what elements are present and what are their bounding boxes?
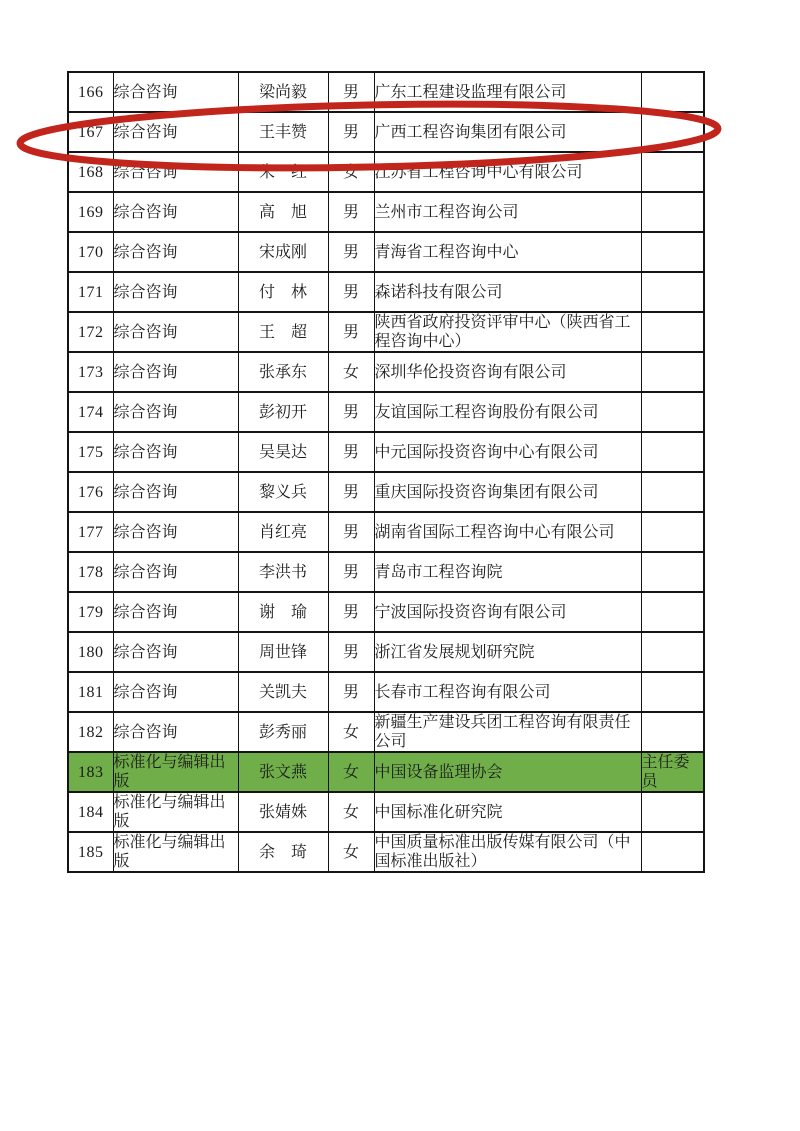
table-row <box>68 512 704 552</box>
row-number-cell: 175 <box>68 432 113 472</box>
role-cell <box>641 592 704 632</box>
name-cell: 黎义兵 <box>238 472 328 512</box>
name-cell: 付 林 <box>238 272 328 312</box>
organization-cell: 新疆生产建设兵团工程咨询有限责任公司 <box>374 712 641 752</box>
gender-cell: 女 <box>328 712 374 752</box>
row-number-cell: 183 <box>68 752 113 792</box>
category-cell: 综合咨询 <box>113 512 238 552</box>
name-cell: 吴昊达 <box>238 432 328 472</box>
table-row <box>68 152 704 192</box>
gender-cell: 男 <box>328 192 374 232</box>
name-cell: 张承东 <box>238 352 328 392</box>
row-number-cell: 177 <box>68 512 113 552</box>
gender-cell: 男 <box>328 392 374 432</box>
table-row <box>68 592 704 632</box>
row-number-cell: 168 <box>68 152 113 192</box>
role-cell <box>641 472 704 512</box>
name-cell: 朱 红 <box>238 152 328 192</box>
gender-cell: 女 <box>328 352 374 392</box>
row-number-cell: 178 <box>68 552 113 592</box>
name-cell: 彭初开 <box>238 392 328 432</box>
row-number-cell: 185 <box>68 832 113 872</box>
category-cell: 标准化与编辑出版 <box>113 792 238 832</box>
organization-cell: 友谊国际工程咨询股份有限公司 <box>374 392 641 432</box>
name-cell: 李洪书 <box>238 552 328 592</box>
category-cell: 综合咨询 <box>113 72 238 112</box>
name-cell: 关凯夫 <box>238 672 328 712</box>
gender-cell: 男 <box>328 312 374 352</box>
gender-cell: 男 <box>328 232 374 272</box>
gender-cell: 女 <box>328 752 374 792</box>
gender-cell: 男 <box>328 672 374 712</box>
role-cell <box>641 352 704 392</box>
row-number-cell: 167 <box>68 112 113 152</box>
row-number-cell: 169 <box>68 192 113 232</box>
role-cell: 主任委员 <box>641 752 704 792</box>
gender-cell: 男 <box>328 112 374 152</box>
organization-cell: 陕西省政府投资评审中心（陕西省工程咨询中心） <box>374 312 641 352</box>
role-cell <box>641 632 704 672</box>
role-cell <box>641 392 704 432</box>
name-cell: 肖红亮 <box>238 512 328 552</box>
table-row <box>68 672 704 712</box>
organization-cell: 中国标准化研究院 <box>374 792 641 832</box>
name-cell: 王丰赞 <box>238 112 328 152</box>
gender-cell: 男 <box>328 432 374 472</box>
row-number-cell: 181 <box>68 672 113 712</box>
role-cell <box>641 72 704 112</box>
table-body <box>68 72 704 872</box>
organization-cell: 森诺科技有限公司 <box>374 272 641 312</box>
table-row <box>68 272 704 312</box>
role-cell <box>641 832 704 872</box>
table-row <box>68 832 704 872</box>
organization-cell: 湖南省国际工程咨询中心有限公司 <box>374 512 641 552</box>
table-row <box>68 712 704 752</box>
expert-roster-table <box>67 71 705 873</box>
role-cell <box>641 672 704 712</box>
organization-cell: 中国设备监理协会 <box>374 752 641 792</box>
table-row <box>68 72 704 112</box>
role-cell <box>641 512 704 552</box>
category-cell: 综合咨询 <box>113 192 238 232</box>
role-cell <box>641 432 704 472</box>
gender-cell: 男 <box>328 72 374 112</box>
name-cell: 彭秀丽 <box>238 712 328 752</box>
organization-cell: 中元国际投资咨询中心有限公司 <box>374 432 641 472</box>
role-cell <box>641 192 704 232</box>
organization-cell: 江苏省工程咨询中心有限公司 <box>374 152 641 192</box>
category-cell: 综合咨询 <box>113 472 238 512</box>
name-cell: 宋成刚 <box>238 232 328 272</box>
gender-cell: 男 <box>328 632 374 672</box>
role-cell <box>641 272 704 312</box>
organization-cell: 青岛市工程咨询院 <box>374 552 641 592</box>
row-number-cell: 184 <box>68 792 113 832</box>
gender-cell: 男 <box>328 512 374 552</box>
category-cell: 综合咨询 <box>113 232 238 272</box>
table-row <box>68 352 704 392</box>
category-cell: 综合咨询 <box>113 632 238 672</box>
gender-cell: 男 <box>328 592 374 632</box>
row-number-cell: 179 <box>68 592 113 632</box>
row-number-cell: 173 <box>68 352 113 392</box>
row-number-cell: 182 <box>68 712 113 752</box>
table-row-circled <box>68 112 704 152</box>
gender-cell: 女 <box>328 792 374 832</box>
row-number-cell: 174 <box>68 392 113 432</box>
name-cell: 高 旭 <box>238 192 328 232</box>
row-number-cell: 180 <box>68 632 113 672</box>
table-row <box>68 552 704 592</box>
name-cell: 张婧姝 <box>238 792 328 832</box>
category-cell: 标准化与编辑出版 <box>113 752 238 792</box>
category-cell: 标准化与编辑出版 <box>113 832 238 872</box>
name-cell: 梁尚毅 <box>238 72 328 112</box>
gender-cell: 女 <box>328 152 374 192</box>
name-cell: 余 琦 <box>238 832 328 872</box>
table-row <box>68 192 704 232</box>
name-cell: 周世锋 <box>238 632 328 672</box>
organization-cell: 中国质量标准出版传媒有限公司（中国标准出版社） <box>374 832 641 872</box>
table-row <box>68 312 704 352</box>
role-cell <box>641 312 704 352</box>
organization-cell: 兰州市工程咨询公司 <box>374 192 641 232</box>
role-cell <box>641 152 704 192</box>
organization-cell: 深圳华伦投资咨询有限公司 <box>374 352 641 392</box>
role-cell <box>641 552 704 592</box>
table-row-highlighted <box>68 752 704 792</box>
category-cell: 综合咨询 <box>113 432 238 472</box>
gender-cell: 男 <box>328 552 374 592</box>
name-cell: 谢 瑜 <box>238 592 328 632</box>
organization-cell: 长春市工程咨询有限公司 <box>374 672 641 712</box>
name-cell: 张文燕 <box>238 752 328 792</box>
gender-cell: 女 <box>328 832 374 872</box>
table-row <box>68 232 704 272</box>
row-number-cell: 170 <box>68 232 113 272</box>
row-number-cell: 176 <box>68 472 113 512</box>
organization-cell: 广东工程建设监理有限公司 <box>374 72 641 112</box>
role-cell <box>641 232 704 272</box>
category-cell: 综合咨询 <box>113 712 238 752</box>
category-cell: 综合咨询 <box>113 272 238 312</box>
organization-cell: 宁波国际投资咨询有限公司 <box>374 592 641 632</box>
category-cell: 综合咨询 <box>113 392 238 432</box>
organization-cell: 浙江省发展规划研究院 <box>374 632 641 672</box>
gender-cell: 男 <box>328 272 374 312</box>
name-cell: 王 超 <box>238 312 328 352</box>
table-row <box>68 392 704 432</box>
row-number-cell: 166 <box>68 72 113 112</box>
category-cell: 综合咨询 <box>113 312 238 352</box>
organization-cell: 重庆国际投资咨询集团有限公司 <box>374 472 641 512</box>
role-cell <box>641 112 704 152</box>
organization-cell: 青海省工程咨询中心 <box>374 232 641 272</box>
table-row <box>68 432 704 472</box>
category-cell: 综合咨询 <box>113 152 238 192</box>
table-row <box>68 632 704 672</box>
table-row <box>68 472 704 512</box>
role-cell <box>641 712 704 752</box>
category-cell: 综合咨询 <box>113 592 238 632</box>
category-cell: 综合咨询 <box>113 112 238 152</box>
category-cell: 综合咨询 <box>113 672 238 712</box>
row-number-cell: 172 <box>68 312 113 352</box>
row-number-cell: 171 <box>68 272 113 312</box>
table-row <box>68 792 704 832</box>
gender-cell: 男 <box>328 472 374 512</box>
category-cell: 综合咨询 <box>113 352 238 392</box>
role-cell <box>641 792 704 832</box>
category-cell: 综合咨询 <box>113 552 238 592</box>
organization-cell: 广西工程咨询集团有限公司 <box>374 112 641 152</box>
